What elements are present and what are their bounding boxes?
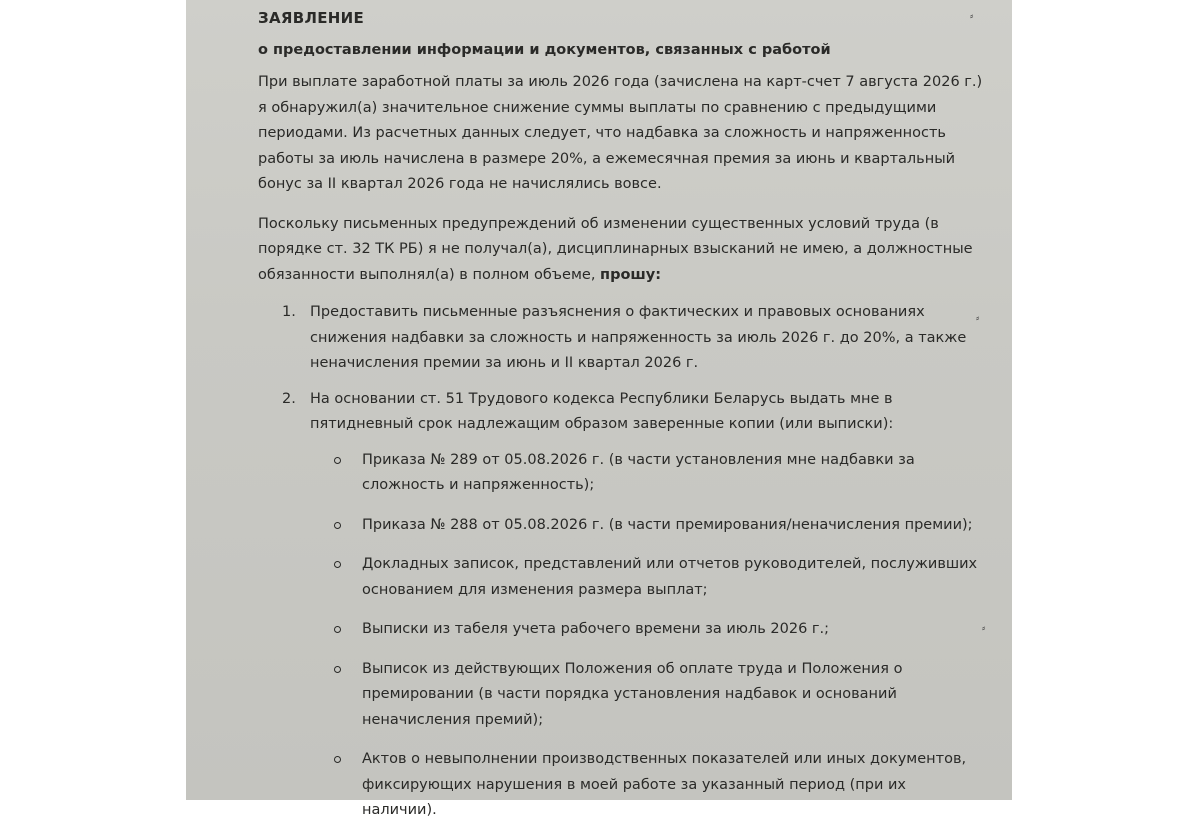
- document-list-item: [310, 552, 978, 603]
- document-list-item: [310, 617, 978, 643]
- request-keyword: прошу:: [600, 266, 662, 283]
- request-line: Предоставить письменные разъяснения о фактических и правовых основаниях: [310, 304, 925, 320]
- circle-bullet-icon: [334, 457, 341, 464]
- paragraph-line: работы за июль начислена в размере 20%, а ежемесячная премия за июнь и квартальный: [258, 150, 956, 167]
- circle-bullet-icon: [334, 666, 341, 673]
- paragraph-line: бонус за II квартал 2026 года не начислялись вовсе.: [258, 176, 662, 192]
- paragraph-line: порядке ст. 32 ТК РБ) я не получал(а), дисциплинарных взысканий не имею, а должностные: [258, 241, 973, 257]
- document-list-item: [310, 448, 978, 499]
- document-subtitle: о предоставлении информации и документов, связанных с работой: [258, 42, 831, 58]
- paragraph-line: Поскольку письменных предупреждений об изменении существенных условий труда (в: [258, 215, 939, 232]
- circle-bullet-icon: [334, 561, 341, 568]
- paragraph-line: периодами. Из расчетных данных следует, что надбавка за сложность и напряженность: [258, 125, 946, 141]
- circle-bullet-icon: [334, 626, 341, 633]
- documents-list: [310, 448, 978, 824]
- document-list-line: Приказа № 288 от 05.08.2026 г. (в части премирования/неначисления премии);: [362, 516, 973, 533]
- request-number: 1.: [282, 304, 296, 320]
- request-list: [258, 300, 978, 824]
- paper-sheet: [186, 0, 1012, 818]
- paper-mark: ⸗: [976, 313, 980, 324]
- request-item-2: [258, 387, 978, 824]
- request-line: неначисления премии за июнь и II квартал 2026 г.: [310, 355, 699, 371]
- document-list-line: фиксирующих нарушения в моей работе за указанный период (при их: [362, 776, 906, 793]
- paper-mark: ⸗: [982, 623, 986, 634]
- document-list-line: основанием для изменения размера выплат;: [362, 581, 708, 598]
- document-list-line: сложность и напряженность);: [362, 477, 595, 493]
- request-line: снижения надбавки за сложность и напряженность за июль 2026 г. до 20%, а также: [310, 329, 967, 346]
- document-list-item: [310, 513, 978, 539]
- document-list-item: [310, 747, 978, 824]
- document-list-line: Выписки из табеля учета рабочего времени за июль 2026 г.;: [362, 621, 830, 637]
- document-title: ЗАЯВЛЕНИЕ: [258, 9, 365, 27]
- document-list-line: Докладных записок, представлений или отчетов руководителей, послуживших: [362, 556, 978, 572]
- document-body: [258, 6, 983, 838]
- paper-mark: ⸗: [970, 11, 974, 22]
- document-list-line: Актов о невыполнении производственных показателей или иных документов,: [362, 751, 967, 767]
- document-list-line: неначисления премий);: [362, 711, 544, 728]
- document-list-line: Приказа № 289 от 05.08.2026 г. (в части установления мне надбавки за: [362, 451, 915, 468]
- paragraph-line: При выплате заработной платы за июль 2026 года (зачислена на карт-счет 7 августа 2026 г.): [258, 74, 983, 90]
- circle-bullet-icon: [334, 756, 341, 763]
- document-list-line: премировании (в части порядка установления надбавок и оснований: [362, 686, 897, 702]
- paragraph-line: [258, 263, 978, 289]
- request-item-1: [258, 300, 978, 377]
- request-number: 2.: [282, 390, 296, 407]
- paragraph-salary-info: [258, 70, 983, 198]
- document-list-line: наличии).: [362, 802, 437, 818]
- request-line: На основании ст. 51 Трудового кодекса Республики Беларусь выдать мне в: [310, 390, 893, 407]
- document-list-item: [310, 657, 978, 734]
- paragraph-request-basis: [258, 212, 978, 289]
- circle-bullet-icon: [334, 522, 341, 529]
- paragraph-line: я обнаружил(а) значительное снижение суммы выплаты по сравнению с предыдущими: [258, 99, 937, 116]
- paragraph-line-text: обязанности выполнял(а) в полном объеме,: [258, 266, 601, 283]
- document-list-line: Выписок из действующих Положения об оплате труда и Положения о: [362, 660, 903, 677]
- request-line: пятидневный срок надлежащим образом заверенные копии (или выписки):: [310, 416, 894, 432]
